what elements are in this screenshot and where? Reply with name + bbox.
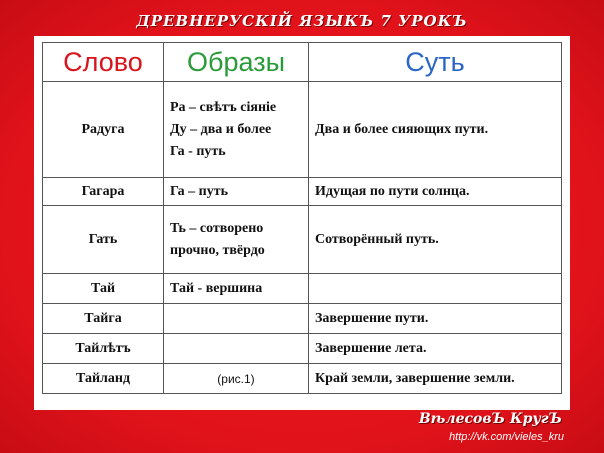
table-row: [43, 304, 562, 334]
source-url: http://vk.com/vieles_kru: [449, 431, 564, 443]
author-signature: ВѣлесовЪ КругЪ: [418, 411, 562, 427]
images-cell: [164, 274, 309, 304]
word-cell: Тайланд: [43, 364, 164, 394]
table-row: [43, 274, 562, 304]
word-cell: Тайга: [43, 304, 164, 334]
image-line: Ду – два и более: [170, 121, 272, 137]
word-cell: Гать: [43, 206, 164, 274]
essence-cell: Завершение пути.: [309, 304, 562, 334]
essence-cell: Завершение лета.: [309, 334, 562, 364]
essence-cell: Сотворённый путь.: [309, 206, 562, 274]
table-row: [43, 82, 562, 178]
essence-cell: Край земли, завершение земли.: [309, 364, 562, 394]
page-title: ДРЕВНЕРУСКІЙ ЯЗЫКЪ 7 УРОКЪ: [136, 12, 468, 30]
image-line: Га - путь: [170, 143, 226, 159]
word-cell: Тай: [43, 274, 164, 304]
essence-cell: Два и более сияющих пути.: [309, 82, 562, 178]
image-line: Ть – сотворено: [170, 220, 264, 236]
column-header-essence: Суть: [309, 43, 562, 82]
image-line: Ра – свѣтъ сіяніе: [170, 99, 277, 115]
image-line: Тай - вершина: [170, 280, 263, 296]
images-cell: [164, 178, 309, 206]
table-row: [43, 364, 562, 394]
lesson-table: [42, 42, 562, 394]
word-cell: Радуга: [43, 82, 164, 178]
table-row: [43, 334, 562, 364]
column-header-word: Слово: [43, 43, 164, 82]
image-line: прочно, твёрдо: [170, 242, 265, 258]
header-row: [43, 43, 562, 82]
table-row: [43, 178, 562, 206]
image-line: Га – путь: [170, 183, 229, 199]
essence-cell: Идущая по пути солнца.: [309, 178, 562, 206]
column-header-images: Образы: [164, 43, 309, 82]
images-cell: [164, 82, 309, 178]
images-cell: [164, 304, 309, 334]
images-cell: [164, 334, 309, 364]
word-cell: Тайлѣтъ: [43, 334, 164, 364]
figure-reference: (рис.1): [164, 364, 309, 394]
word-cell: Гагара: [43, 178, 164, 206]
images-cell: [164, 206, 309, 274]
essence-cell: [309, 274, 562, 304]
table-row: [43, 206, 562, 274]
